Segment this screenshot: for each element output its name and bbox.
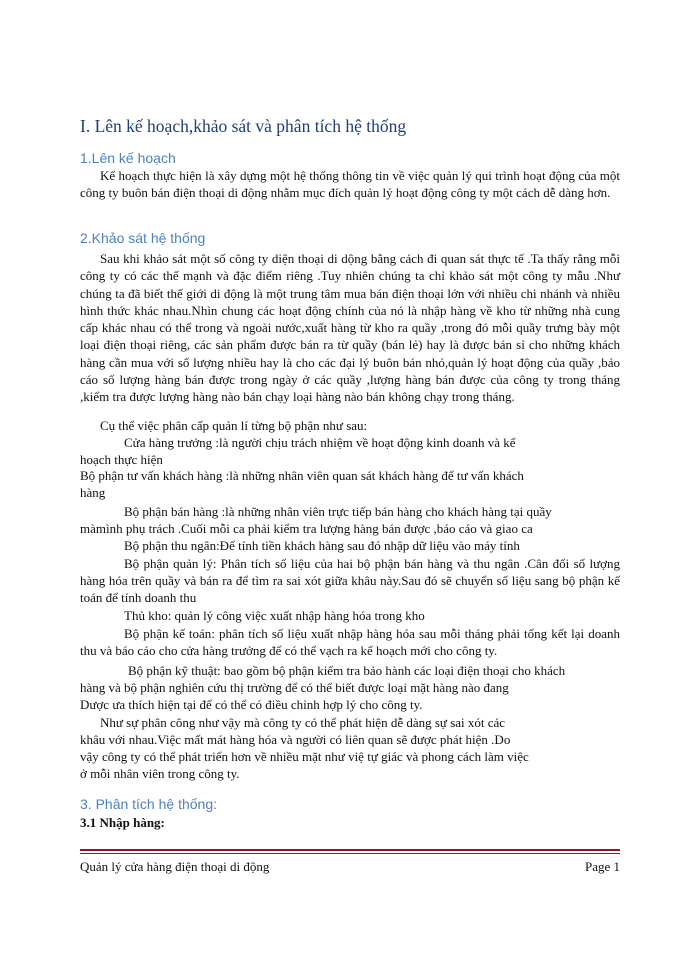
footer-title: Quản lý cửa hàng điện thoại di động — [80, 859, 270, 874]
section-1-paragraph: Kế hoạch thực hiện là xây dựng một hệ thống thông tin về việc quản lý qui trình hoạt động của một công ty buôn bán điện thoại di động nhằm mục đích quản lý hoạt động công ty một cách dễ dàng hơn. — [80, 168, 620, 201]
warehouse-line: Thủ kho: quản lý công việc xuất nhập hàng hóa trong kho — [124, 608, 425, 623]
footer-rule-thin — [80, 853, 620, 854]
closing-line-3: vậy công ty có thể phát triển hơn về nhiều mặt như việ tự giác và phong cách làm việc — [80, 749, 529, 764]
store-manager-line-1: Cửa hàng trưởng :là người chịu trách nhiệm về hoạt động kinh doanh và kế — [124, 435, 516, 450]
sales-line-2: màmình phụ trách .Cuối mỗi ca phải kiểm tra lượng hàng bán được ,báo cáo và giao ca — [80, 521, 533, 536]
subsection-3-1-heading: 3.1 Nhập hàng: — [80, 815, 165, 830]
management-paragraph: Bộ phận quản lý: Phân tích số liệu của hai bộ phận bán hàng và thu ngân .Cân đối số lượng hàng hóa trên quầy và bán ra để tìm ra sai xót giữa khâu này.Sau đó sẽ chuyển số liệu sang bộ phận kế toán để tính doanh thu — [80, 556, 620, 606]
main-heading: I. Lên kế hoạch,khảo sát và phân tích hệ thống — [80, 116, 407, 136]
technical-line-3: Dược ưa thích hiện tại để có thể có điều chỉnh hợp lý cho công ty. — [80, 697, 423, 712]
footer-rule-thick — [80, 849, 620, 851]
closing-line-2: khâu với nhau.Việc mất mát hàng hóa và người có liên quan sẽ được phát hiện .Do — [80, 732, 511, 747]
advisor-line-1: Bộ phận tư vấn khách hàng :là những nhân viên quan sát khách hàng để tư vấn khách — [80, 468, 524, 483]
accounting-paragraph: Bộ phận kế toán: phân tích số liệu xuất nhập hàng hóa sau mỗi tháng phải tổng kết lại doanh thu và báo cáo cho cửa hàng trưởng để có thể vạch ra kế hoạch mới cho công ty. — [80, 626, 620, 659]
technical-line-1: Bộ phận kỹ thuật: bao gồm bộ phận kiểm tra bảo hành các loại điện thoại cho khách — [128, 663, 566, 678]
store-manager-line-2: hoạch thực hiện — [80, 452, 163, 467]
section-2-intro-paragraph: Sau khi khảo sát một số công ty diện thoại di dộng bằng cách đi quan sát thực tế .Ta thấy rằng mỗi công ty có các thế mạnh và đặc điểm riêng .Tuy nhiên chúng ta chỉ khảo sát một công ty mẫu .Như chúng ta đã biết thế giới di động là một trung tâm mua bán điện thoại lớn với nhiều chi nhánh và nhiều hình thức khác nhau.Nhìn chung các hoạt động chính của nó là nhập hàng về kho từ những nhà cung cấp khác nhau có thể trong và ngoài nước,xuất hàng từ kho ra quầy ,trong đó mỗi quầy trưng bày một loại điện thoại riêng, các sản phẩm được bán ra từ quầy (bán lẻ) hay là được bán sỉ cho những khách hàng cần mua với số lượng nhiều hay là cho các đại lý buôn bán nhỏ,quản lý hoạt động của quầy ,báo cáo số lượng hàng bán được trong ngày ở các quầy ,lượng hàng bán được của công ty trong tháng ,kiểm tra được lượng hàng nào bán chạy loại hàng nào bán không chạy trong tháng. — [80, 251, 620, 405]
sales-line-1: Bộ phận bán hàng :là những nhân viên trực tiếp bán hàng cho khách hàng tại quầy — [124, 504, 552, 519]
technical-line-2: hàng và bộ phận nghiên cứu thị trường để có thể biết được loại mặt hàng nào đang — [80, 680, 509, 695]
advisor-line-2: hàng — [80, 485, 106, 500]
page-number: Page 1 — [584, 859, 620, 874]
section-1-heading: 1.Lên kế hoạch — [80, 150, 176, 166]
closing-line-1: Như sự phân công như vậy mà công ty có thể phát hiện dễ dàng sự sai xót các — [100, 715, 506, 730]
closing-line-4: ở mỗi nhân viên trong công ty. — [80, 766, 240, 781]
cashier-line: Bộ phận thu ngân:Để tính tiền khách hàng sau đó nhập dữ liệu vào máy tính — [124, 538, 520, 553]
hierarchy-intro-line: Cụ thể việc phân cấp quản lí từng bộ phận như sau: — [100, 418, 368, 433]
section-3-heading: 3. Phân tích hệ thống: — [80, 796, 217, 812]
section-2-heading: 2.Khảo sát hệ thống — [80, 230, 206, 246]
